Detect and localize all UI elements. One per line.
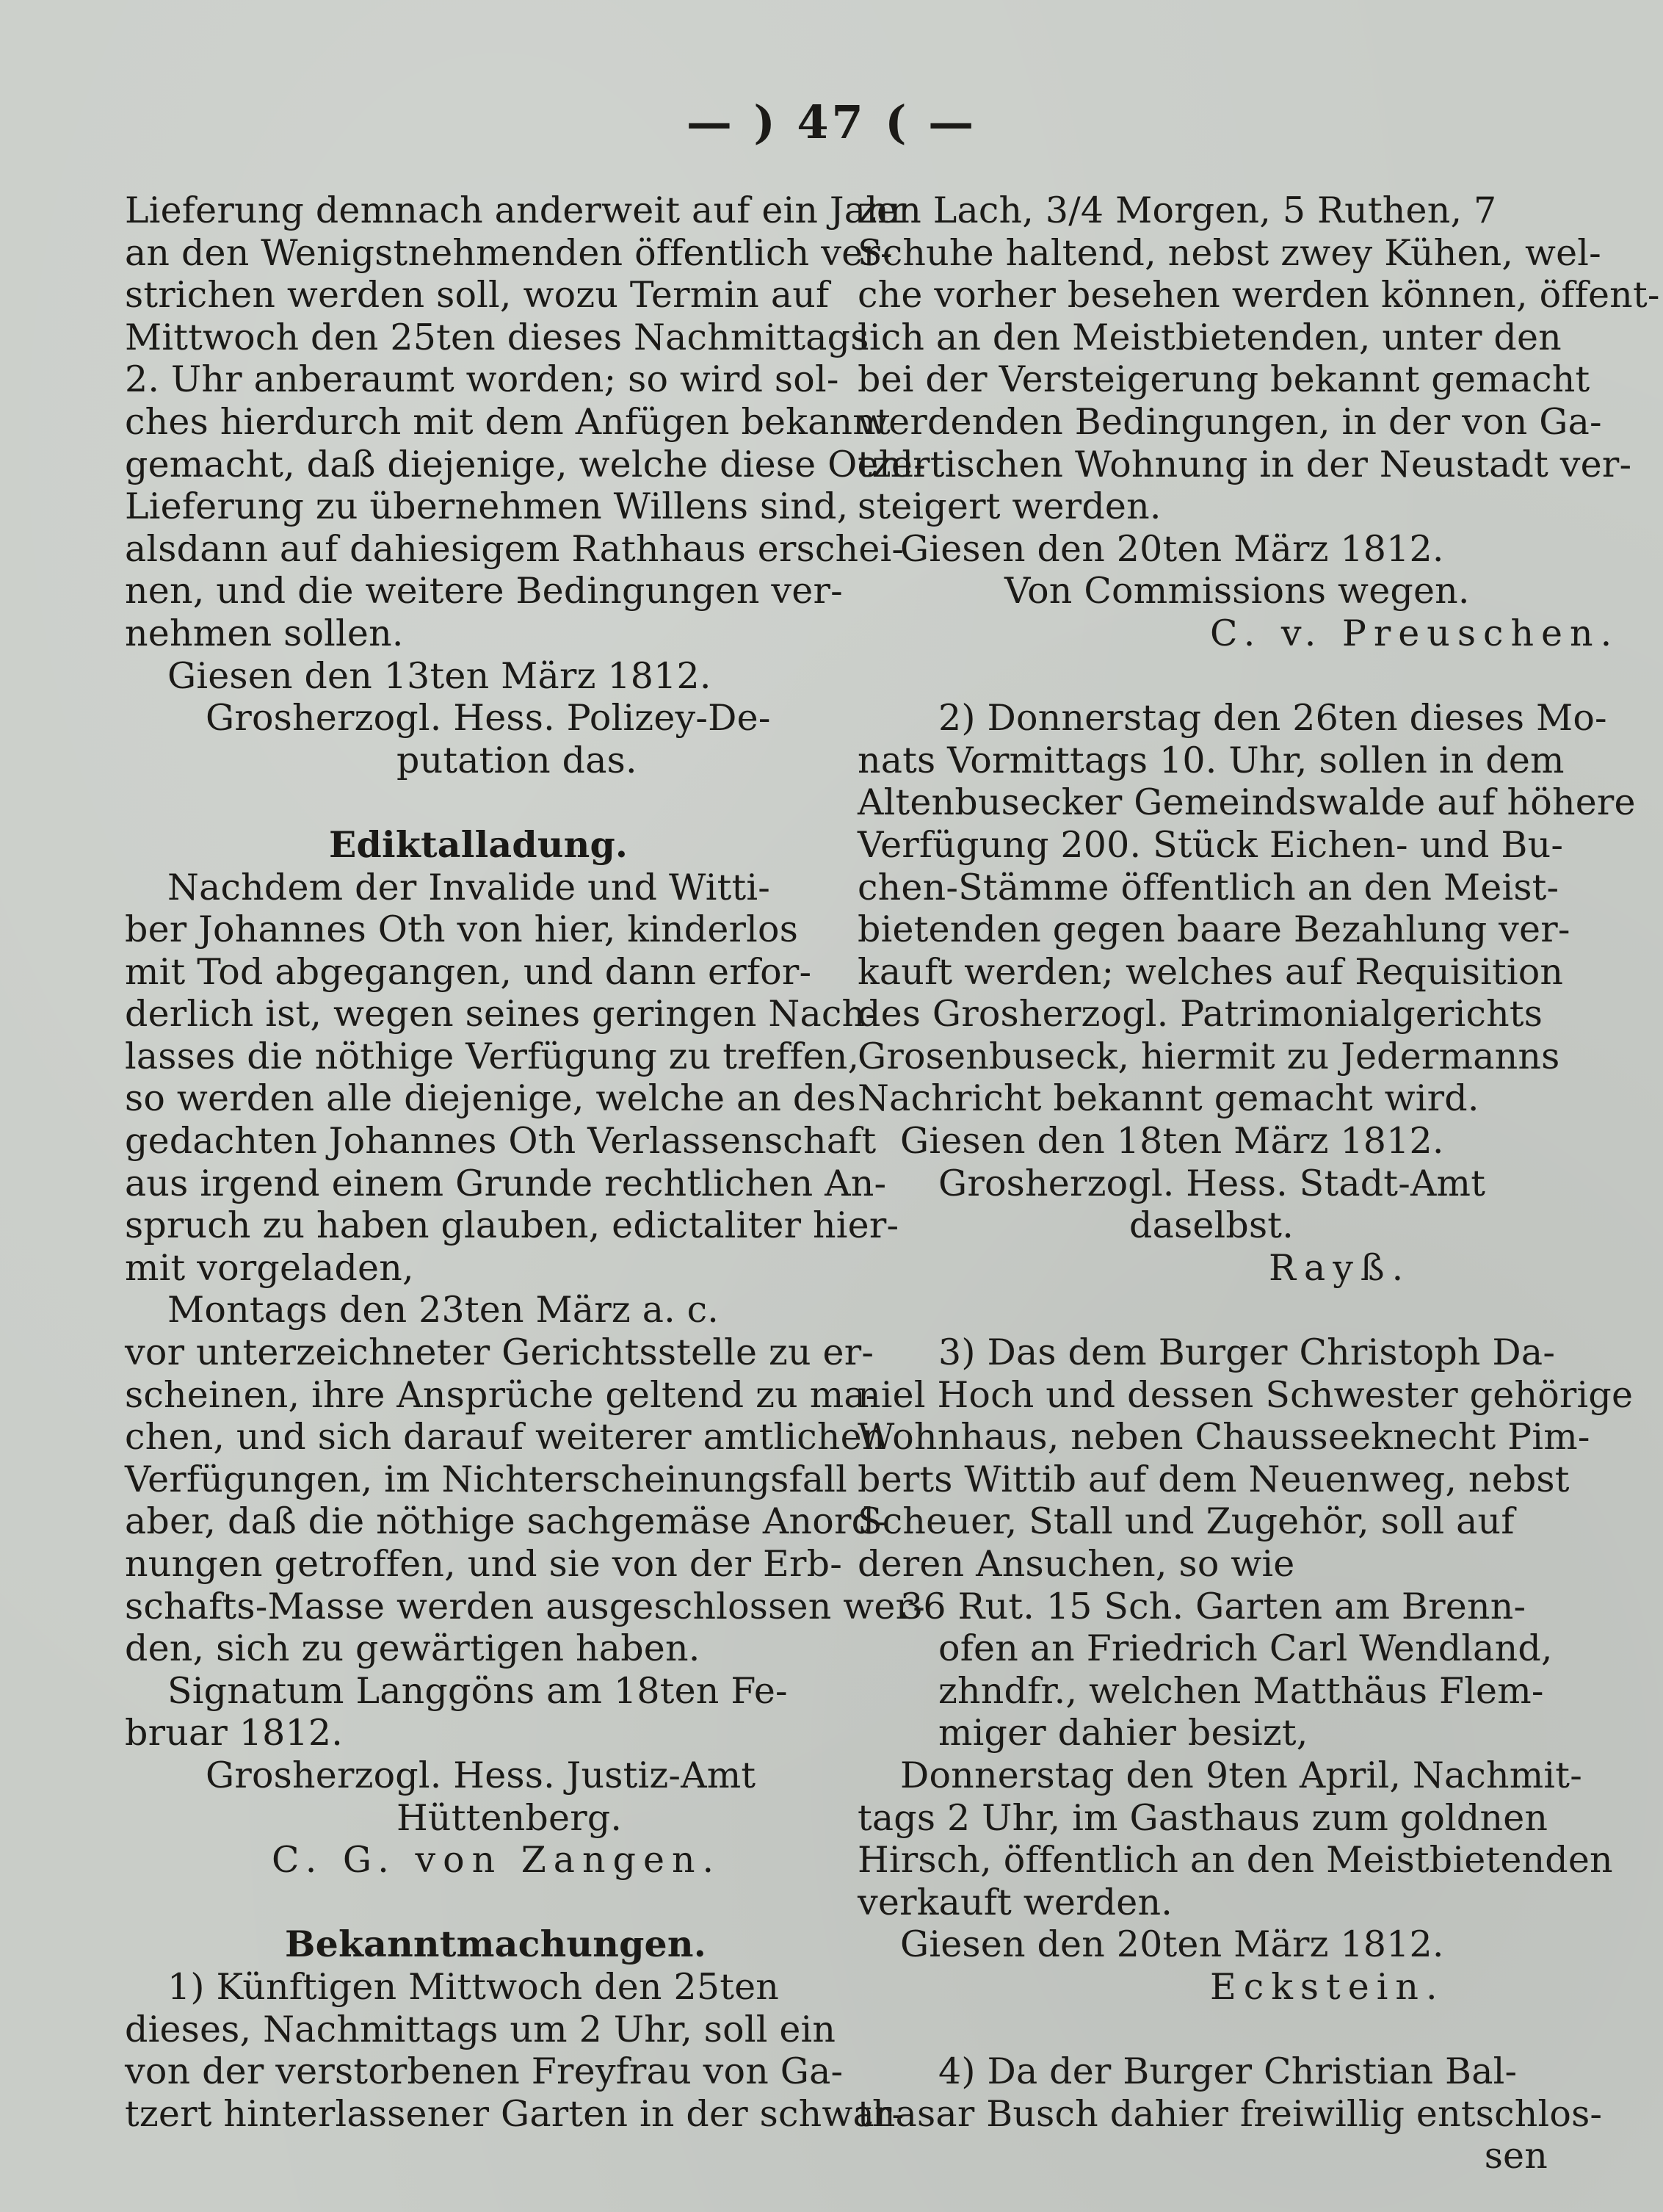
text-line: kauft werden; welches auf Requisition xyxy=(858,950,1564,993)
page-number: — ) 47 ( — xyxy=(686,95,977,149)
text-line: strichen werden soll, wozu Termin auf xyxy=(125,274,830,317)
text-line: werdenden Bedingungen, in der von Ga- xyxy=(858,400,1602,443)
text-line: niel Hoch und dessen Schwester gehörige xyxy=(858,1373,1634,1416)
text-line: gedachten Johannes Oth Verlassenschaft xyxy=(125,1120,877,1163)
text-line: Mittwoch den 25ten dieses Nachmittags xyxy=(125,316,869,358)
text-line: ber Johannes Oth von hier, kinderlos xyxy=(125,908,799,951)
text-line: zhndfr., welchen Matthäus Flem- xyxy=(938,1669,1544,1712)
text-line: zen Lach, 3/4 Morgen, 5 Ruthen, 7 xyxy=(858,189,1497,231)
text-line: Grosherzogl. Hess. Stadt-Amt xyxy=(938,1162,1486,1204)
text-line: Donnerstag den 9ten April, Nachmit- xyxy=(900,1754,1582,1796)
text-line: verkauft werden. xyxy=(858,1881,1173,1923)
text-line: deren Ansuchen, so wie xyxy=(858,1543,1295,1585)
text-line: des Grosherzogl. Patrimonialgerichts xyxy=(858,993,1543,1035)
text-line: Nachricht bekannt gemacht wird. xyxy=(858,1077,1479,1120)
text-line: Grosherzogl. Hess. Polizey-De- xyxy=(206,697,771,740)
text-line: Bekanntmachungen. xyxy=(285,1923,707,1966)
text-line: Von Commissions wegen. xyxy=(1004,570,1470,612)
text-line: sen xyxy=(1484,2135,1548,2177)
text-line: Verfügung 200. Stück Eichen- und Bu- xyxy=(858,823,1564,866)
text-line: Giesen den 18ten März 1812. xyxy=(900,1120,1444,1163)
text-line: lasses die nöthige Verfügung zu treffen, xyxy=(125,1035,860,1077)
text-line: bruar 1812. xyxy=(125,1712,344,1754)
text-line: steigert werden. xyxy=(858,485,1162,528)
spacer xyxy=(858,2009,1562,2051)
text-line: tzertischen Wohnung in der Neustadt ver- xyxy=(858,443,1632,485)
text-line: Grosenbuseck, hiermit zu Jedermanns xyxy=(858,1035,1560,1077)
text-line: nen, und die weitere Bedingungen ver- xyxy=(125,570,843,612)
text-line: Altenbusecker Gemeindswalde auf höhere xyxy=(858,781,1636,824)
text-line: den, sich zu gewärtigen haben. xyxy=(125,1627,700,1670)
text-line: mit vorgeladen, xyxy=(125,1246,414,1289)
text-line: derlich ist, wegen seines geringen Nach- xyxy=(125,993,878,1035)
text-line: tzert hinterlassener Garten in der schwar- xyxy=(125,2092,905,2135)
text-line: Eckstein. xyxy=(1210,1965,1445,2008)
text-line: mit Tod abgegangen, und dann erfor- xyxy=(125,950,812,993)
text-line: gemacht, daß diejenige, welche diese Oehl- xyxy=(125,443,927,485)
text-line: Montags den 23ten März a. c. xyxy=(167,1289,720,1331)
text-line: nats Vormittags 10. Uhr, sollen in dem xyxy=(858,739,1565,781)
text-line: dieses, Nachmittags um 2 Uhr, soll ein xyxy=(125,2008,836,2050)
text-line: Giesen den 13ten März 1812. xyxy=(167,654,711,697)
text-line: an den Wenigstnehmenden öffentlich ver- xyxy=(125,231,893,274)
text-line: Giesen den 20ten März 1812. xyxy=(900,1923,1444,1966)
text-line: 4) Da der Burger Christian Bal- xyxy=(938,2050,1518,2093)
text-line: so werden alle diejenige, welche an des xyxy=(125,1077,857,1120)
text-line: nungen getroffen, und sie von der Erb- xyxy=(125,1543,842,1585)
spacer xyxy=(858,655,1562,698)
text-line: thasar Busch dahier freiwillig entschlos- xyxy=(858,2092,1603,2135)
text-line: C. v. Preuschen. xyxy=(1210,612,1620,654)
text-line: che vorher besehen werden können, öffent- xyxy=(858,274,1660,317)
text-line: Hüttenberg. xyxy=(396,1796,623,1839)
text-line: chen, und sich darauf weiterer amtlichen xyxy=(125,1416,885,1459)
text-line: lich an den Meistbietenden, unter den xyxy=(858,316,1562,358)
text-line: Wohnhaus, neben Chausseeknecht Pim- xyxy=(858,1416,1590,1459)
text-line: Scheuer, Stall und Zugehör, soll auf xyxy=(858,1500,1515,1543)
text-line: von der verstorbenen Freyfrau von Ga- xyxy=(125,2050,844,2093)
text-line: Giesen den 20ten März 1812. xyxy=(900,527,1444,570)
text-line: nehmen sollen. xyxy=(125,612,404,654)
text-line: berts Wittib auf dem Neuenweg, nebst xyxy=(858,1458,1570,1500)
text-line: Schuhe haltend, nebst zwey Kühen, wel- xyxy=(858,231,1601,274)
text-line: Nachdem der Invalide und Witti- xyxy=(167,866,770,908)
text-line: C. G. von Zangen. xyxy=(272,1839,722,1882)
text-line: ches hierdurch mit dem Anfügen bekannt xyxy=(125,400,891,443)
spacer xyxy=(858,1289,1562,1331)
text-line: tags 2 Uhr, im Gasthaus zum goldnen xyxy=(858,1796,1548,1839)
text-line: spruch zu haben glauben, edictaliter hier- xyxy=(125,1204,899,1247)
text-line: Lieferung demnach anderweit auf ein Jahr xyxy=(125,189,907,231)
text-line: 2) Donnerstag den 26ten dieses Mo- xyxy=(938,697,1607,740)
text-line: scheinen, ihre Ansprüche geltend zu ma- xyxy=(125,1373,878,1416)
text-line: aber, daß die nöthige sachgemäse Anord- xyxy=(125,1500,887,1543)
spacer xyxy=(125,781,830,824)
text-line: Hirsch, öffentlich an den Meistbietenden xyxy=(858,1839,1613,1882)
text-line: chen-Stämme öffentlich an den Meist- xyxy=(858,866,1559,908)
text-line: Rayß. xyxy=(1269,1246,1411,1289)
text-line: 2. Uhr anberaumt worden; so wird sol- xyxy=(125,358,839,401)
text-line: Grosherzogl. Hess. Justiz-Amt xyxy=(206,1754,756,1796)
text-line: 1) Künftigen Mittwoch den 25ten xyxy=(167,1965,780,2008)
text-line: Verfügungen, im Nichterscheinungsfall xyxy=(125,1458,848,1500)
text-line: alsdann auf dahiesigem Rathhaus erschei- xyxy=(125,527,905,570)
left-column xyxy=(125,189,927,2135)
text-line: schafts-Masse werden ausgeschlossen wer- xyxy=(125,1585,925,1627)
text-line: bei der Versteigerung bekannt gemacht xyxy=(858,358,1590,401)
text-line: miger dahier besizt, xyxy=(938,1712,1308,1754)
text-line: putation das. xyxy=(396,739,637,781)
text-line: 36 Rut. 15 Sch. Garten am Brenn- xyxy=(900,1585,1526,1627)
text-line: Signatum Langgöns am 18ten Fe- xyxy=(167,1669,788,1712)
spacer xyxy=(125,1882,830,1924)
text-line: daselbst. xyxy=(1129,1204,1294,1247)
text-line: Ediktalladung. xyxy=(329,823,628,866)
right-column xyxy=(858,189,1660,2177)
text-line: bietenden gegen baare Bezahlung ver- xyxy=(858,908,1570,951)
text-line: vor unterzeichneter Gerichtsstelle zu er- xyxy=(125,1331,874,1374)
text-line: Lieferung zu übernehmen Willens sind, xyxy=(125,485,849,528)
text-line: aus irgend einem Grunde rechtlichen An- xyxy=(125,1162,887,1204)
text-line: ofen an Friedrich Carl Wendland, xyxy=(938,1627,1553,1670)
text-line: 3) Das dem Burger Christoph Da- xyxy=(938,1331,1556,1374)
